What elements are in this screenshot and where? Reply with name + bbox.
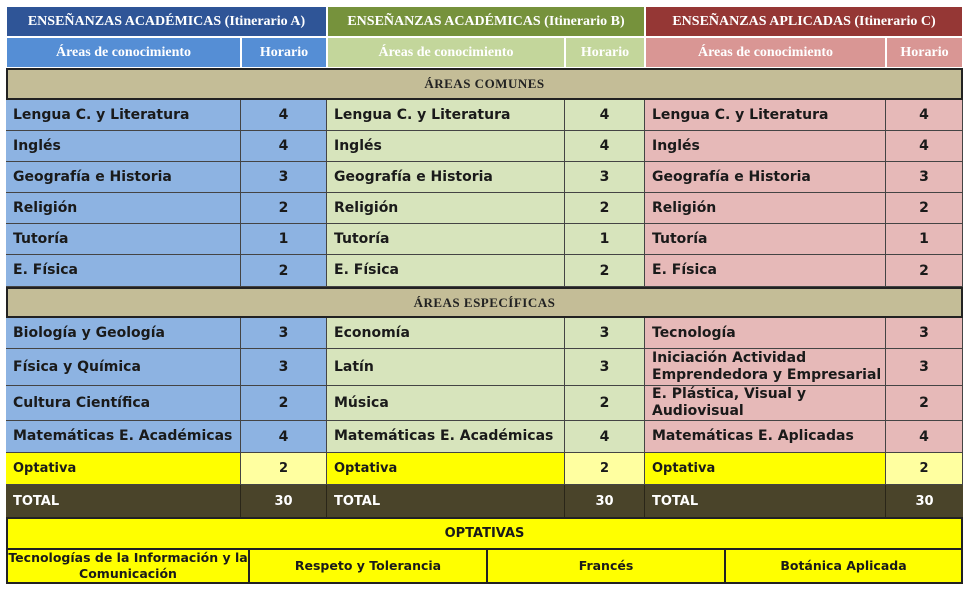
subject-name-text: Tutoría <box>334 230 390 247</box>
subject-name-text: Matemáticas E. Académicas <box>13 428 233 444</box>
subject-hours-text: 3 <box>278 169 289 185</box>
header-title: ENSEÑANZAS ACADÉMICAS (Itinerario A) <box>27 13 306 29</box>
header-title: ENSEÑANZAS ACADÉMICAS (Itinerario B) <box>347 13 625 29</box>
optativa-item <box>726 550 961 582</box>
total-hours <box>886 485 963 517</box>
optativas-list <box>6 548 963 584</box>
subject-hours-text: 2 <box>599 200 610 216</box>
subject-hours <box>886 318 963 349</box>
subject-hours <box>241 100 327 131</box>
total-hours-text: 30 <box>595 493 614 509</box>
subheader-label: Horario <box>259 44 309 60</box>
subheader-label: Horario <box>900 44 949 60</box>
subject-name-text: Inglés <box>652 137 700 154</box>
total-text: TOTAL <box>334 493 381 509</box>
subject-hours-text: 2 <box>278 262 289 279</box>
subject-hours <box>886 100 963 131</box>
header-itinerario-b <box>327 6 645 37</box>
header-title: ENSEÑANZAS APLICADAS (Itinerario C) <box>672 13 936 29</box>
subject-name-text: Iniciación Actividad Emprendedora y Empresarial <box>652 350 882 383</box>
subject-hours <box>241 421 327 453</box>
optativa-item <box>250 550 488 582</box>
subject-name <box>6 255 241 287</box>
subject-name-text: Religión <box>13 199 78 216</box>
subject-hours-text: 3 <box>278 325 289 341</box>
subject-name-text: Religión <box>652 199 717 216</box>
subject-hours-text: 2 <box>919 200 929 216</box>
subject-name <box>327 162 565 193</box>
subject-name-text: E. Física <box>13 262 78 278</box>
subject-name-text: Música <box>334 394 389 411</box>
subject-hours <box>886 224 963 255</box>
subject-name-text: Biología y Geología <box>13 324 165 341</box>
optativa-item-text: Tecnologías de la Información y la Comunicación <box>8 550 248 581</box>
subject-name <box>645 349 886 386</box>
optativa-hours-text: 2 <box>599 461 610 476</box>
optativa-hours <box>886 453 963 485</box>
total-label <box>327 485 565 517</box>
subject-hours-text: 4 <box>599 138 610 154</box>
section-title: ÁREAS ESPECÍFICAS <box>413 294 556 310</box>
subheader-areas <box>6 37 241 68</box>
optativas-title-text: OPTATIVAS <box>444 526 525 541</box>
subject-name-text: Física y Química <box>13 358 141 375</box>
subject-hours <box>886 349 963 386</box>
subject-name-text: Cultura Científica <box>13 394 151 411</box>
subject-name-text: Latín <box>334 358 374 375</box>
optativa-hours-text: 2 <box>278 461 289 476</box>
subject-name <box>645 224 886 255</box>
subject-hours-text: 2 <box>599 262 610 279</box>
subject-name <box>645 318 886 349</box>
subject-hours-text: 4 <box>599 428 610 445</box>
optativa-hours <box>241 453 327 485</box>
optativas-title <box>6 517 963 550</box>
total-label <box>645 485 886 517</box>
total-hours <box>241 485 327 517</box>
subject-name <box>6 318 241 349</box>
subject-hours <box>241 162 327 193</box>
subject-hours-text: 4 <box>278 138 289 154</box>
subject-name-text: Geografía e Historia <box>652 168 811 185</box>
subject-hours-text: 4 <box>278 428 289 445</box>
subject-name-text: Inglés <box>334 137 382 154</box>
subject-name <box>327 131 565 162</box>
subject-hours-text: 2 <box>278 395 289 411</box>
optativa-text: Optativa <box>334 461 398 476</box>
subject-hours <box>565 386 645 421</box>
section-areas-especificas <box>6 287 963 318</box>
subject-hours <box>241 255 327 287</box>
subject-hours <box>241 349 327 386</box>
subject-name-text: Inglés <box>13 137 61 154</box>
subheader-label: Áreas de conocimiento <box>697 44 834 60</box>
optativa-label <box>6 453 241 485</box>
subject-name-text: Tecnología <box>652 324 736 341</box>
subject-name-text: Matemáticas E. Aplicadas <box>652 428 854 444</box>
subject-hours <box>886 193 963 224</box>
header-itinerario-c <box>645 6 963 37</box>
section-title: ÁREAS COMUNES <box>424 76 545 91</box>
subheader-areas <box>327 37 565 68</box>
subject-hours <box>565 224 645 255</box>
subheader-horario <box>241 37 327 68</box>
subject-hours <box>241 224 327 255</box>
subject-hours <box>565 318 645 349</box>
subject-hours-text: 3 <box>919 169 929 185</box>
subject-name <box>327 193 565 224</box>
subject-name <box>645 100 886 131</box>
subject-name-text: E. Física <box>334 262 399 278</box>
subject-name-text: Matemáticas E. Académicas <box>334 428 554 444</box>
subject-hours <box>886 421 963 453</box>
subject-name <box>327 349 565 386</box>
subject-name-text: Geografía e Historia <box>334 168 493 185</box>
optativa-text: Optativa <box>652 461 716 476</box>
subject-hours <box>565 131 645 162</box>
subject-name <box>327 100 565 131</box>
subject-hours-text: 4 <box>278 107 289 123</box>
subject-name <box>327 386 565 421</box>
section-areas-comunes <box>6 68 963 100</box>
subject-name-text: Lengua C. y Literatura <box>13 106 190 123</box>
subject-hours <box>241 318 327 349</box>
subject-name-text: Tutoría <box>652 230 708 247</box>
subject-hours-text: 2 <box>278 200 289 216</box>
subject-hours <box>241 131 327 162</box>
subject-name <box>327 318 565 349</box>
subject-name-text: E. Plástica, Visual y Audiovisual <box>652 386 806 419</box>
subject-name <box>327 224 565 255</box>
subheader-label: Horario <box>580 44 630 60</box>
subject-hours <box>241 386 327 421</box>
total-hours-text: 30 <box>915 493 934 509</box>
optativa-item <box>8 550 250 582</box>
subject-hours <box>565 193 645 224</box>
subject-name <box>645 193 886 224</box>
subject-hours-text: 2 <box>599 395 610 411</box>
subject-hours <box>565 100 645 131</box>
subject-name <box>6 162 241 193</box>
optativa-label <box>645 453 886 485</box>
subject-hours-text: 4 <box>919 138 929 154</box>
subject-name <box>6 421 241 453</box>
subject-name-text: Economía <box>334 324 410 341</box>
total-hours <box>565 485 645 517</box>
subject-hours <box>565 349 645 386</box>
optativa-item <box>488 550 726 582</box>
optativa-hours <box>565 453 645 485</box>
subject-hours-text: 4 <box>599 107 610 123</box>
subject-hours-text: 3 <box>919 359 929 375</box>
optativa-item-text: Botánica Aplicada <box>780 558 907 573</box>
subject-hours-text: 3 <box>599 359 610 375</box>
subject-name-text: Lengua C. y Literatura <box>652 106 829 123</box>
subheader-areas <box>645 37 886 68</box>
subject-hours-text: 4 <box>919 107 929 123</box>
total-label <box>6 485 241 517</box>
subject-name <box>6 193 241 224</box>
optativa-hours-text: 2 <box>919 461 929 476</box>
subject-name-text: Lengua C. y Literatura <box>334 106 511 123</box>
subject-hours-text: 1 <box>919 231 929 247</box>
subject-name <box>6 224 241 255</box>
subheader-label: Áreas de conocimiento <box>55 44 192 60</box>
subject-hours <box>886 255 963 287</box>
subject-hours <box>565 255 645 287</box>
subject-hours-text: 1 <box>599 231 610 247</box>
subject-name <box>6 349 241 386</box>
header-itinerario-a <box>6 6 327 37</box>
subject-name-text: Tutoría <box>13 230 69 247</box>
subject-hours <box>565 421 645 453</box>
subject-name-text: E. Física <box>652 262 717 278</box>
subject-hours-text: 3 <box>919 325 929 341</box>
subject-name <box>645 131 886 162</box>
subject-hours-text: 3 <box>599 325 610 341</box>
subject-hours <box>886 162 963 193</box>
subject-hours-text: 4 <box>919 428 929 445</box>
subject-hours-text: 3 <box>278 359 289 375</box>
subject-name <box>6 386 241 421</box>
subject-name-text: Geografía e Historia <box>13 168 172 185</box>
subheader-horario <box>565 37 645 68</box>
subject-name-text: Religión <box>334 199 399 216</box>
subject-name <box>6 131 241 162</box>
subject-hours <box>886 131 963 162</box>
subject-name <box>645 386 886 421</box>
subject-hours-text: 3 <box>599 169 610 185</box>
total-text: TOTAL <box>13 493 60 509</box>
subheader-label: Áreas de conocimiento <box>378 44 514 60</box>
subject-hours <box>241 193 327 224</box>
optativa-label <box>327 453 565 485</box>
subject-name <box>645 255 886 287</box>
optativa-item-text: Francés <box>578 558 634 573</box>
total-text: TOTAL <box>652 493 699 509</box>
optativa-item-text: Respeto y Tolerancia <box>294 558 442 573</box>
subject-name <box>645 162 886 193</box>
subject-name <box>327 255 565 287</box>
subject-hours <box>886 386 963 421</box>
subject-hours-text: 1 <box>278 231 289 247</box>
subject-name <box>645 421 886 453</box>
subject-hours-text: 2 <box>919 262 929 279</box>
subject-hours-text: 2 <box>919 395 929 411</box>
total-hours-text: 30 <box>274 493 293 509</box>
subject-name <box>6 100 241 131</box>
optativa-text: Optativa <box>13 461 77 476</box>
subject-name <box>327 421 565 453</box>
subject-hours <box>565 162 645 193</box>
subheader-horario <box>886 37 963 68</box>
